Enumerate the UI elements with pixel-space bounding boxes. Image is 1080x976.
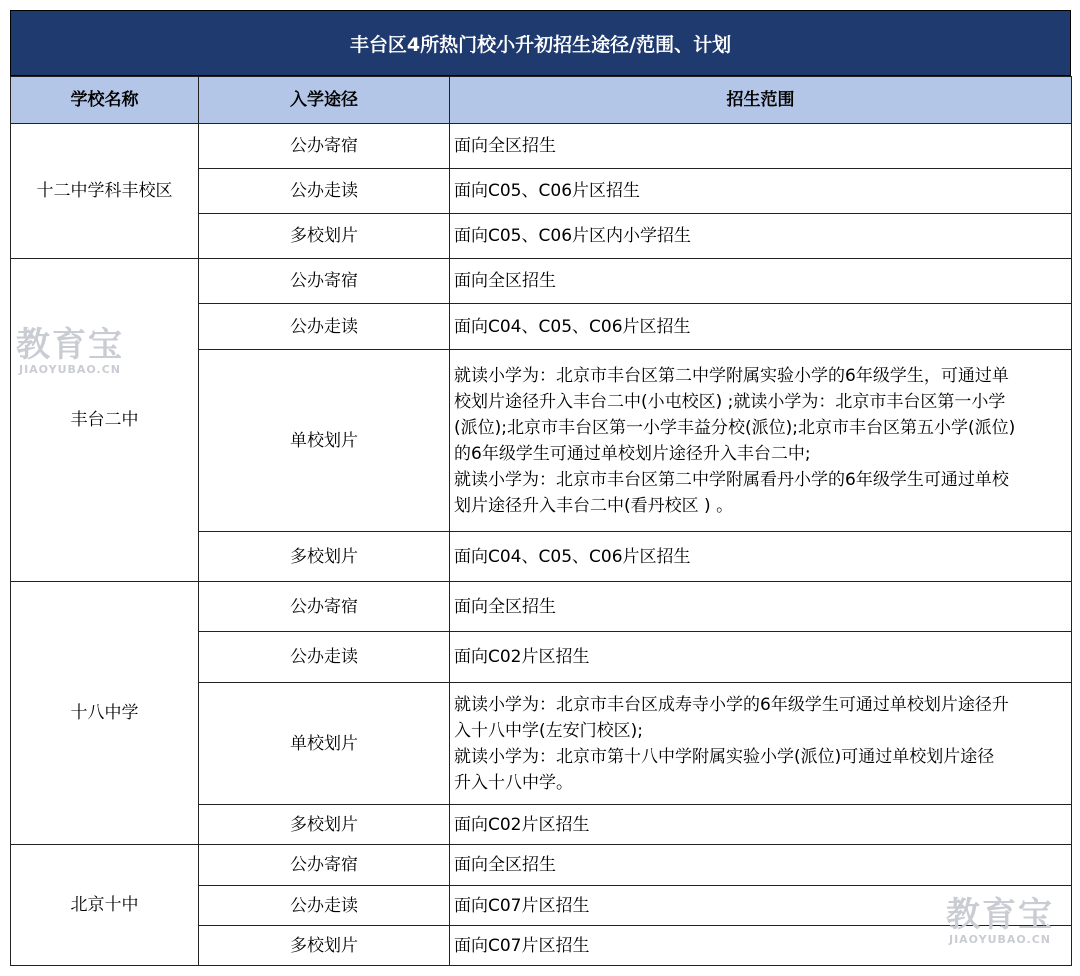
- scope-line: 面向全区招生: [454, 271, 556, 291]
- route-cell: 单校划片: [199, 683, 450, 805]
- school-name: 十二中学科丰校区: [11, 124, 199, 259]
- scope-cell: [450, 683, 1072, 805]
- watermark-right: [946, 896, 1054, 946]
- route-cell: 公办寄宿: [199, 582, 450, 632]
- table-row: [11, 124, 1072, 169]
- route-cell: 公办走读: [199, 886, 450, 926]
- scope-cell: [450, 532, 1072, 582]
- scope-cell: [450, 805, 1072, 845]
- route-cell: 公办走读: [199, 632, 450, 683]
- school-name: 十八中学: [11, 582, 199, 845]
- route-cell: 公办走读: [199, 304, 450, 350]
- scope-line: 面向C07片区招生: [454, 935, 590, 956]
- admission-table: [10, 76, 1072, 966]
- scope-line: 划片途径升入丰台二中(看丹校区 ) 。: [454, 495, 734, 516]
- watermark-left: [16, 326, 124, 376]
- scope-line: 面向C04、C05、C06片区招生: [454, 316, 691, 337]
- scope-cell: [450, 259, 1072, 304]
- scope-cell: [450, 214, 1072, 259]
- route-cell: 单校划片: [199, 350, 450, 532]
- table-row: [11, 259, 1072, 304]
- route-cell: 多校划片: [199, 805, 450, 845]
- scope-line: 就读小学为：北京市丰台区第二中学附属实验小学的6年级学生，可通过单: [454, 365, 1009, 386]
- header-row: [11, 77, 1072, 124]
- scope-line: 就读小学为：北京市丰台区第二中学附属看丹小学的6年级学生可通过单校: [454, 469, 1009, 490]
- school-name: 丰台二中: [11, 259, 199, 582]
- scope-cell: [450, 582, 1072, 632]
- scope-line: 面向C02片区招生: [454, 814, 590, 835]
- header-school: 学校名称: [11, 77, 199, 124]
- table-row: [11, 582, 1072, 632]
- scope-line: 面向C04、C05、C06片区招生: [454, 546, 691, 567]
- admission-table-container: [10, 10, 1071, 966]
- scope-cell: [450, 304, 1072, 350]
- scope-line: 面向全区招生: [454, 596, 556, 617]
- watermark-main: 教育宝: [16, 325, 124, 365]
- scope-line: 的6年级学生可通过单校划片途径升入丰台二中;: [454, 443, 811, 464]
- scope-cell: [450, 350, 1072, 532]
- scope-cell: [450, 632, 1072, 683]
- watermark-main: 教育宝: [946, 895, 1054, 935]
- scope-line: 就读小学为：北京市第十八中学附属实验小学(派位)可通过单校划片途径: [454, 746, 995, 767]
- route-cell: 多校划片: [199, 214, 450, 259]
- scope-line: 面向全区招生: [454, 855, 556, 875]
- watermark-sub: JIAOYUBAO.CN: [948, 933, 1052, 946]
- route-cell: 多校划片: [199, 532, 450, 582]
- route-cell: 公办寄宿: [199, 124, 450, 169]
- scope-line: (派位);北京市丰台区第一小学丰益分校(派位);北京市丰台区第五小学(派位): [454, 417, 1016, 438]
- scope-cell: [450, 845, 1072, 886]
- scope-line: 入十八中学(左安门校区);: [454, 720, 643, 741]
- route-cell: 多校划片: [199, 926, 450, 966]
- scope-line: 面向C05、C06片区内小学招生: [454, 226, 692, 246]
- table-title: 丰台区4所热门校小升初招生途径/范围、计划: [10, 10, 1071, 76]
- route-cell: 公办走读: [199, 169, 450, 214]
- scope-line: 面向全区招生: [454, 136, 556, 156]
- route-cell: 公办寄宿: [199, 845, 450, 886]
- scope-line: 面向C02片区招生: [454, 647, 590, 667]
- route-cell: 公办寄宿: [199, 259, 450, 304]
- watermark-sub: JIAOYUBAO.CN: [18, 363, 122, 376]
- scope-line: 面向C05、C06片区招生: [454, 181, 641, 201]
- header-route: 入学途径: [199, 77, 450, 124]
- scope-line: 面向C07片区招生: [454, 895, 590, 916]
- table-row: [11, 845, 1072, 886]
- school-name: 北京十中: [11, 845, 199, 966]
- header-scope: 招生范围: [450, 77, 1072, 124]
- scope-line: 就读小学为：北京市丰台区成寿寺小学的6年级学生可通过单校划片途径升: [454, 694, 1009, 715]
- scope-cell: [450, 124, 1072, 169]
- scope-line: 校划片途径升入丰台二中(小屯校区) ;就读小学为：北京市丰台区第一小学: [454, 391, 1006, 412]
- scope-line: 升入十八中学。: [454, 772, 573, 793]
- scope-cell: [450, 169, 1072, 214]
